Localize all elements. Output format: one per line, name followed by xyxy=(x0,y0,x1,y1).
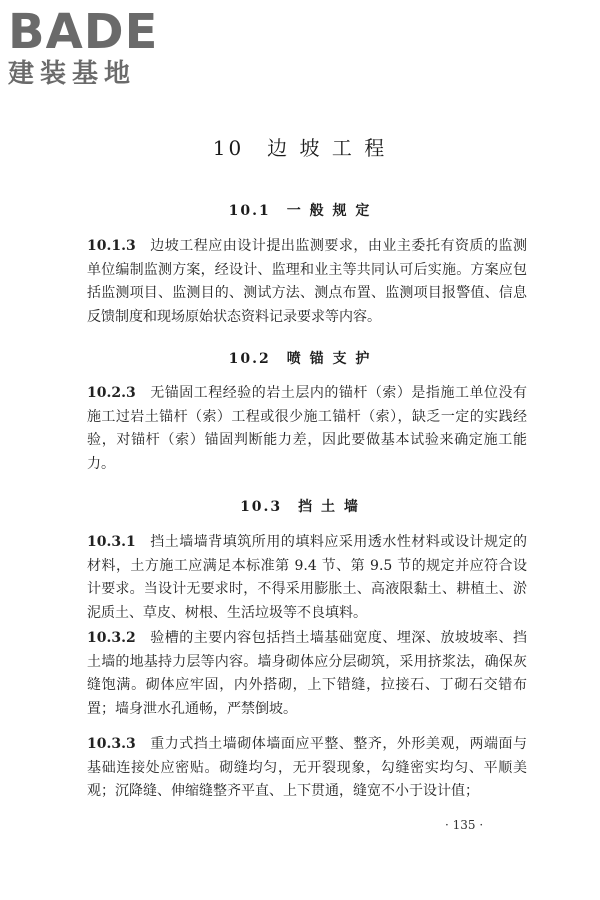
clause-number: 10.3.1 xyxy=(87,534,136,550)
logo xyxy=(8,6,180,98)
clause-10-2-3 xyxy=(87,382,527,477)
section-heading-10-2: 10.2 喷 锚 支 护 xyxy=(228,351,372,367)
clause-text: 边坡工程应由设计提出监测要求，由业主委托有资质的监测单位编制监测方案，经设计、监理和业主等共同认可后实施。方案应包括监测项目、监测目的、测试方法、测点布置、监测项目报警值、信息反馈制度和现场原始状态资料记录要求等内容。 xyxy=(87,238,527,326)
clause-text: 挡土墙墙背填筑所用的填料应采用透水性材料或设计规定的材料，土方施工应满足本标准第 9.4 节、第 9.5 节的规定并应符合设计要求。当设计无要求时，不得采用膨胀土、高液限黏土、耕植土、淤泥质土、草皮、树根、生活垃圾等不良填料。 xyxy=(87,534,527,622)
clause-number: 10.2.3 xyxy=(87,385,136,401)
clause-10-3-2 xyxy=(87,627,527,722)
logo-wordmark: BADE xyxy=(8,4,159,60)
clause-text: 重力式挡土墙砌体墙面应平整、整齐，外形美观，两端面与基础连接处应密贴。砌缝均匀，无开裂现象，勾缝密实均匀、平顺美观；沉降缝、伸缩缝整齐平直、上下贯通，缝宽不小于设计值； xyxy=(87,736,527,800)
page-number: · 135 · xyxy=(445,818,484,832)
clause-10-1-3 xyxy=(87,235,527,330)
chapter-title: 10 边 坡 工 程 xyxy=(212,136,388,160)
clause-number: 10.3.3 xyxy=(87,736,136,752)
clause-text: 无锚固工程经验的岩土层内的锚杆（索）是指施工单位没有施工过岩土锚杆（索）工程或很少施工锚杆（索），缺乏一定的实践经验，对锚杆（索）锚固判断能力差，因此要做基本试验来确定施工能力。 xyxy=(87,385,527,473)
clause-number: 10.3.2 xyxy=(87,630,136,646)
section-heading-10-3: 10.3 挡 土 墙 xyxy=(240,499,360,515)
clause-text: 验槽的主要内容包括挡土墙基础宽度、埋深、放坡坡率、挡土墙的地基持力层等内容。墙身砌体应分层砌筑，采用挤浆法，确保灰缝饱满。砌体应牢固，内外搭砌，上下错缝，拉接石、丁砌石交错布置；墙身泄水孔通畅，严禁倒坡。 xyxy=(87,630,527,718)
clause-number: 10.1.3 xyxy=(87,238,136,254)
section-heading-10-1: 10.1 一 般 规 定 xyxy=(228,203,372,219)
logo-subtitle: 建装基地 xyxy=(8,59,137,89)
clause-10-3-3 xyxy=(87,733,527,804)
clause-10-3-1 xyxy=(87,531,527,626)
